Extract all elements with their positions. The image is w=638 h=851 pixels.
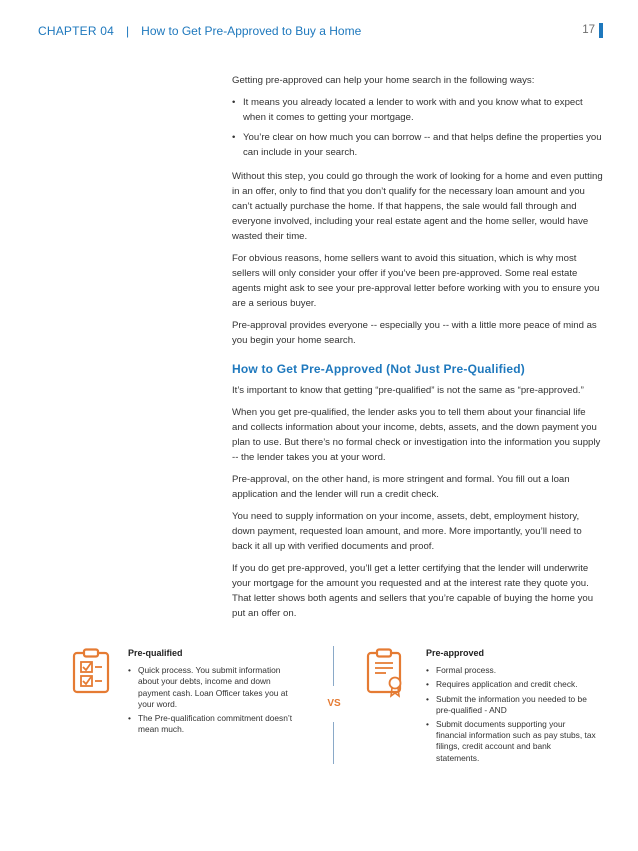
page-number: 17 xyxy=(582,24,595,36)
section-heading: How to Get Pre-Approved (Not Just Pre-Qualified) xyxy=(232,362,525,376)
pre-approved-item: • Submit the information you needed to be pre-qualified - AND xyxy=(426,694,596,716)
chapter-label: CHAPTER 04 xyxy=(38,24,115,38)
body-paragraph: Without this step, you could go through the work of looking for a home and even putting in an offer, only to find that you don’t qualify for the necessary loan amount and you can’t actually purchase the home. If that happens, the sale would fall through and everyone involved, including your real estate agent and the home seller, would have wasted their time. xyxy=(232,171,603,242)
section-paragraph: You need to supply information on your income, assets, debt, employment history, down payment, requested loan amount, and more. More importantly, you’ll need to back it all up with verified documents and proof. xyxy=(232,511,582,552)
certificate-award-icon xyxy=(366,648,406,701)
benefit-bullet: • You’re clear on how much you can borrow -- and that helps define the properties you can include in your search. xyxy=(232,130,604,160)
pre-qualified-column xyxy=(128,648,300,738)
header-separator: | xyxy=(126,24,130,38)
pre-approved-column xyxy=(426,648,596,767)
clipboard-checklist-icon xyxy=(72,648,110,697)
main-text-column xyxy=(232,73,604,628)
comparison-panel xyxy=(0,640,638,780)
chapter-title: How to Get Pre-Approved to Buy a Home xyxy=(141,24,362,38)
divider-line-top xyxy=(333,646,334,686)
divider-line-bottom xyxy=(333,722,334,764)
vs-label: VS xyxy=(327,698,341,709)
pre-qualified-item: • The Pre-qualification commitment doesn’t mean much. xyxy=(128,713,300,735)
pre-approved-title: Pre-approved xyxy=(426,648,485,658)
section-paragraph: If you do get pre-approved, you’ll get a letter certifying that the lender will underwrite your mortgage for the amount you requested and at the interest rate they quote you. That letter shows both agents and sellers that you’re capable of buying the home you put an offer on. xyxy=(232,563,594,619)
page-header xyxy=(38,20,603,42)
pre-approved-item: • Requires application and credit check. xyxy=(426,679,596,690)
pre-approved-item: • Formal process. xyxy=(426,665,596,676)
page-number-bar xyxy=(599,23,603,38)
body-paragraph: For obvious reasons, home sellers want to avoid this situation, which is why most sellers will only consider your offer if you’ve been pre-approved. Some real estate agents might ask to see your pre-approval letter before working with you to ensure you are a serious buyer. xyxy=(232,253,600,309)
pre-qualified-item: • Quick process. You submit information about your debts, income and down payment cash. Loan Officer takes you at your word. xyxy=(128,665,300,710)
pre-approved-item: • Submit documents supporting your financial information such as pay stubs, tax filings, credit account and bank statements. xyxy=(426,719,596,764)
section-paragraph: When you get pre-qualified, the lender asks you to tell them about your financial life and collects information about your income, debts, assets, and the down payment you plan to use. But there’s no formal check or investigation into the information you supply -- the lender takes you at your word. xyxy=(232,407,601,463)
benefit-bullet: • It means you already located a lender to work with and you know what to expect when it comes to getting your mortgage. xyxy=(232,95,604,125)
pre-qualified-title: Pre-qualified xyxy=(128,648,183,658)
section-paragraph: It’s important to know that getting “pre-qualified” is not the same as “pre-approved.” xyxy=(232,385,584,396)
section-paragraph: Pre-approval, on the other hand, is more stringent and formal. You fill out a loan application and the lender will run a credit check. xyxy=(232,474,570,500)
body-paragraph: Pre-approval provides everyone -- especially you -- with a little more peace of mind as you begin your home search. xyxy=(232,320,597,346)
intro-paragraph: Getting pre-approved can help your home search in the following ways: xyxy=(232,75,535,86)
